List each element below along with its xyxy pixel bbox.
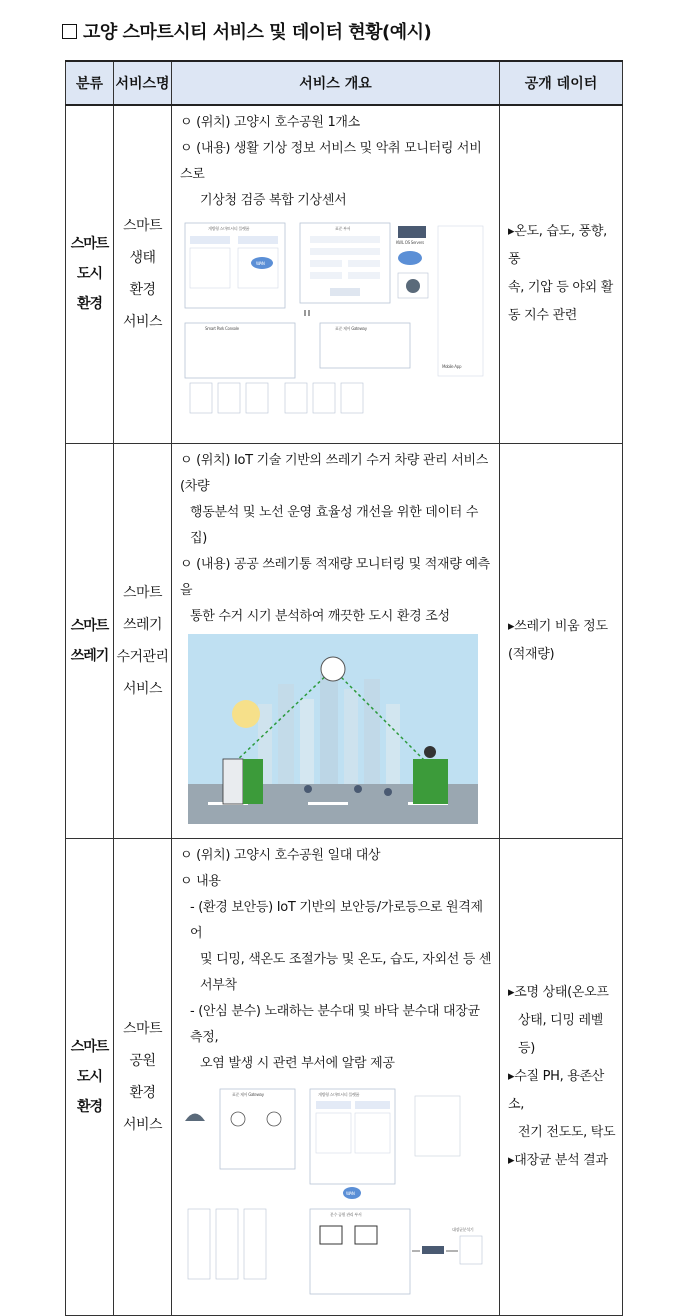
overview-line: 통한 수거 시기 분석하여 깨끗한 도시 환경 조성 <box>190 608 450 624</box>
park-system-diagram <box>180 1081 490 1301</box>
overview-cell <box>172 443 500 838</box>
diagram-label: 개방형 스마트시티 플랫폼 <box>318 1091 360 1097</box>
service-name-text: 환경 <box>129 282 156 299</box>
open-data-line: ▸온도, 습도, 풍향, 풍 <box>508 224 607 268</box>
category-text: 환경 <box>76 1098 103 1115</box>
service-name-cell <box>114 443 172 838</box>
overview-line: ㅇ (위치) IoT 기술 기반의 쓰레기 수거 차량 관리 서비스(차량 <box>180 452 489 494</box>
overview-cell <box>172 105 500 443</box>
overview-line: - (환경 보안등) IoT 기반의 보안등/가로등으로 원격제어 <box>190 899 483 941</box>
service-name-text: 서비스 <box>122 1116 163 1133</box>
service-name-cell <box>114 105 172 443</box>
diagram-label: 표준 부서 <box>335 226 351 231</box>
diagram-label: KWL OS Servers <box>396 240 424 245</box>
table-header-row <box>66 61 623 105</box>
open-data-cell <box>500 105 623 443</box>
open-data-line: ▸수질 PH, 용존산소, <box>508 1068 605 1112</box>
page-title <box>62 18 431 44</box>
category-text: 스마트 <box>70 617 109 634</box>
overview-line: ㅇ (내용) 공공 쓰레기통 적재량 모니터링 및 적재량 예측을 <box>180 556 490 598</box>
open-data-line: 속, 기압 등 야외 활 <box>508 280 613 296</box>
category-cell <box>66 443 114 838</box>
open-data-cell <box>500 443 623 838</box>
header-overview: 서비스 개요 <box>172 61 500 105</box>
diagram-label: 표준 제어 Gateway <box>335 326 367 331</box>
service-name-text: 서비스 <box>122 680 163 697</box>
overview-line: ㅇ (위치) 고양시 호수공원 1개소 <box>180 115 360 130</box>
open-data-line: 상태, 디밍 레벨 등) <box>518 1012 604 1056</box>
open-data-line: ▸대장균 분석 결과 <box>508 1152 608 1168</box>
checkbox-icon <box>62 24 77 39</box>
service-name-text: 스마트 <box>122 584 163 601</box>
table-row <box>66 105 623 443</box>
open-data-line: ▸쓰레기 비움 정도 <box>508 618 608 634</box>
overview-line: 기상청 검증 복합 기상센서 <box>200 193 347 208</box>
system-diagram-image <box>180 218 490 418</box>
header-category: 분류 <box>66 61 114 105</box>
diagram-label: Smart Park Console <box>205 326 239 331</box>
service-name-text: 서비스 <box>122 314 163 331</box>
wan-label: WAN <box>256 261 265 266</box>
open-data-line: 동 지수 관련 <box>508 308 577 324</box>
service-name-text: 수거관리 <box>116 648 169 665</box>
smart-city-illustration <box>188 634 478 824</box>
category-text: 도시 <box>76 266 103 283</box>
table-row <box>66 838 623 1315</box>
overview-line: 및 디밍, 색온도 조절가능 및 온도, 습도, 자외선 등 센서부착 <box>200 951 492 993</box>
table-row <box>66 443 623 838</box>
overview-line: ㅇ (내용) 생활 기상 정보 서비스 및 악취 모니터링 서비스로 <box>180 141 482 182</box>
category-text: 스마트 <box>70 1038 109 1055</box>
category-text: 환경 <box>76 296 103 313</box>
service-name-text: 환경 <box>129 1084 156 1101</box>
service-name-text: 쓰레기 <box>122 616 163 633</box>
diagram-label: 개방형 스마트시티 플랫폼 <box>208 226 250 231</box>
category-text: 쓰레기 <box>70 647 109 664</box>
service-name-text: 생태 <box>129 250 156 267</box>
overview-line: - (안심 분수) 노래하는 분수대 및 바닥 분수대 대장균 측정, <box>190 1003 480 1045</box>
open-data-line: ▸조명 상태(온오프 <box>508 984 609 1000</box>
open-data-cell <box>500 838 623 1315</box>
overview-line: 행동분석 및 노선 운영 효율성 개선을 위한 데이터 수집) <box>190 504 479 546</box>
overview-cell <box>172 838 500 1315</box>
category-text: 스마트 <box>70 236 109 253</box>
service-name-text: 스마트 <box>122 1020 163 1037</box>
category-cell <box>66 838 114 1315</box>
header-open-data: 공개 데이터 <box>500 61 623 105</box>
diagram-label: 대장균분석기 <box>452 1226 474 1232</box>
diagram-label: 표준 제어 Gateway <box>232 1091 264 1097</box>
category-text: 도시 <box>76 1068 103 1085</box>
service-table <box>65 60 623 1316</box>
service-name-text: 스마트 <box>122 218 163 235</box>
overview-line: 오염 발생 시 관련 부서에 알람 제공 <box>200 1055 395 1071</box>
diagram-label: Mobile App <box>442 364 462 369</box>
header-service-name: 서비스명 <box>114 61 172 105</box>
wan-label: WAN <box>346 1190 355 1196</box>
page-title-text: 고양 스마트시티 서비스 및 데이터 현황(예시) <box>83 22 432 43</box>
overview-line: ㅇ 내용 <box>180 873 221 889</box>
diagram-label: 분수 공원 관리 부서 <box>330 1211 362 1217</box>
service-name-cell <box>114 838 172 1315</box>
category-cell <box>66 105 114 443</box>
open-data-line: (적재량) <box>508 646 555 662</box>
service-name-text: 공원 <box>129 1052 156 1069</box>
open-data-line: 전기 전도도, 탁도 <box>518 1124 616 1140</box>
overview-line: ㅇ (위치) 고양시 호수공원 일대 대상 <box>180 847 381 863</box>
